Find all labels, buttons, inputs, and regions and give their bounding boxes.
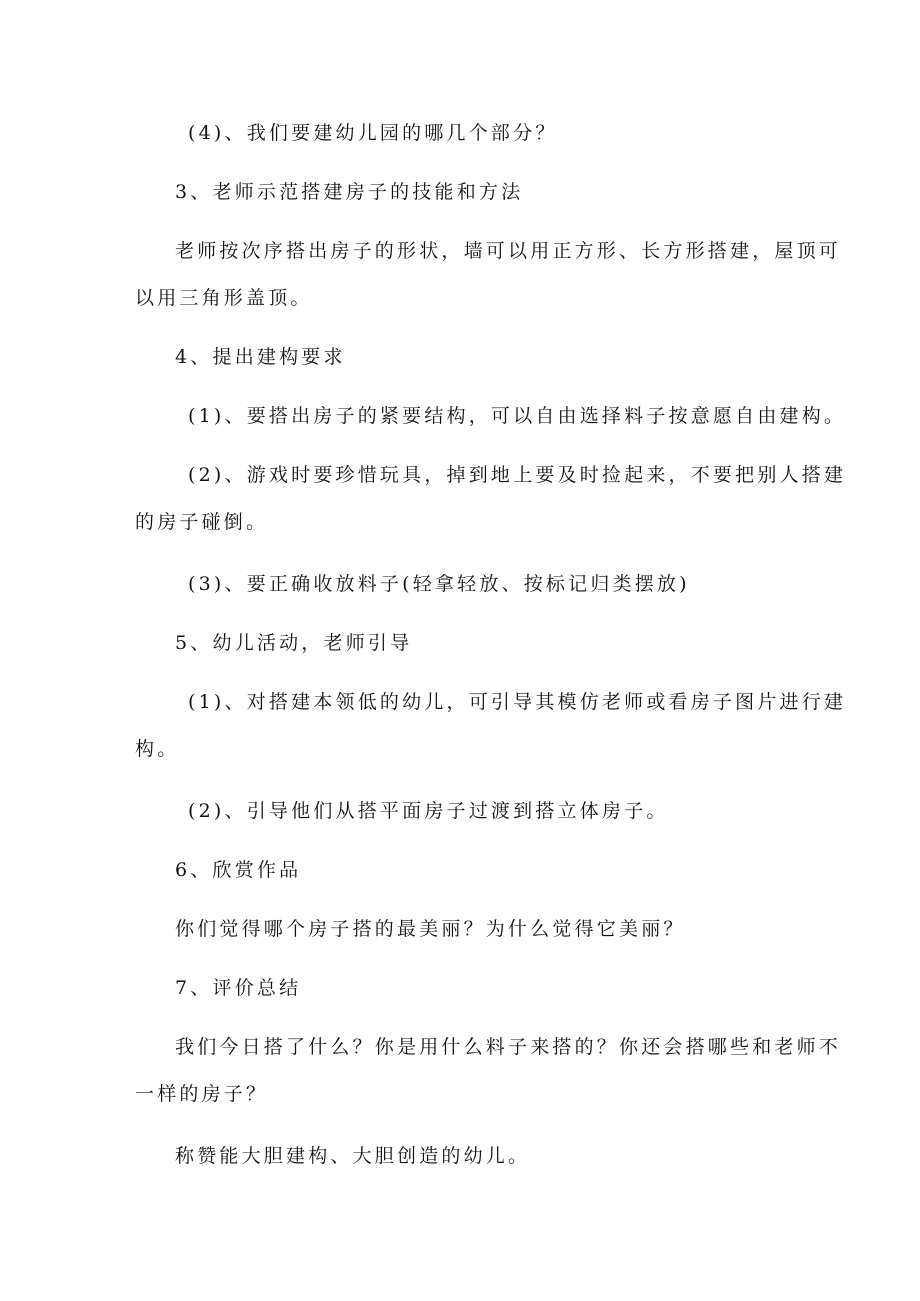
paragraph-item-4-question: (4)、我们要建幼儿园的哪几个部分？ bbox=[188, 122, 558, 144]
paragraph-item-1: (1)、对搭建本领低的幼儿，可引导其模仿老师或看房子图片进行建 bbox=[188, 691, 847, 713]
section-heading-5: 5、幼儿活动，老师引导 bbox=[175, 632, 413, 654]
paragraph-item-2: (2)、游戏时要珍惜玩具，掉到地上要及时捡起来，不要把别人搭建 bbox=[188, 464, 847, 486]
paragraph-line-continuation: 构。 bbox=[135, 738, 180, 760]
paragraph-item-3: (3)、要正确收放料子(轻拿轻放、按标记归类摆放) bbox=[188, 573, 690, 595]
paragraph-item-2: (2)、引导他们从搭平面房子过渡到搭立体房子。 bbox=[188, 800, 669, 822]
section-heading-6: 6、欣赏作品 bbox=[175, 859, 302, 881]
paragraph-line-continuation: 一样的房子？ bbox=[135, 1083, 269, 1105]
section-heading-4: 4、提出建构要求 bbox=[175, 346, 346, 368]
paragraph-line: 你们觉得哪个房子搭的最美丽？为什么觉得它美丽？ bbox=[175, 918, 686, 940]
paragraph-line: 老师按次序搭出房子的形状，墙可以用正方形、长方形搭建，屋顶可 bbox=[175, 240, 842, 262]
paragraph-line-continuation: 的房子碰倒。 bbox=[135, 511, 269, 533]
paragraph-item-1: (1)、要搭出房子的紧要结构，可以自由选择料子按意愿自由建构。 bbox=[188, 405, 847, 427]
section-heading-3: 3、老师示范搭建房子的技能和方法 bbox=[175, 181, 524, 203]
paragraph-line: 称赞能大胆建构、大胆创造的幼儿。 bbox=[175, 1145, 531, 1167]
paragraph-line-continuation: 以用三角形盖顶。 bbox=[135, 287, 313, 309]
paragraph-line: 我们今日搭了什么？你是用什么料子来搭的？你还会搭哪些和老师不 bbox=[175, 1036, 842, 1058]
section-heading-7: 7、评价总结 bbox=[175, 977, 302, 999]
